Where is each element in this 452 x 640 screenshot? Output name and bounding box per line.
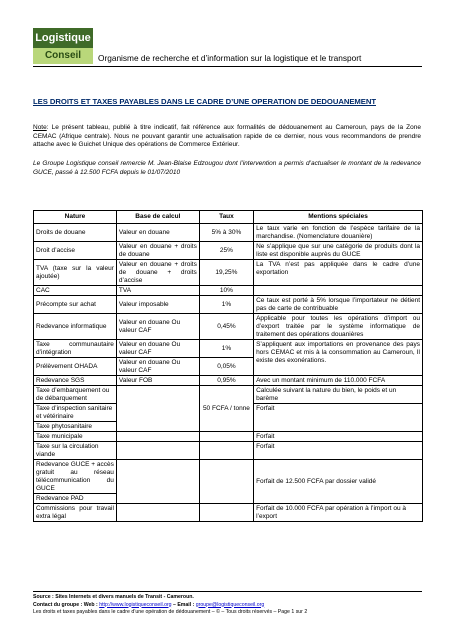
cell-nature: Droits de douane — [34, 224, 117, 242]
table-row — [34, 386, 423, 404]
cell-base — [116, 432, 199, 442]
table-row — [34, 314, 423, 340]
cell-base: Valeur en douane Ou valeur CAF — [116, 340, 199, 358]
cell-taux: 0,05% — [199, 358, 253, 376]
cell-taux — [199, 442, 253, 460]
cell-taux: 19,25% — [199, 260, 253, 286]
footer-contact — [33, 602, 307, 610]
cell-taux — [199, 460, 253, 504]
col-nature: Nature — [34, 211, 117, 224]
acknowledgement: Le Groupe Logistique conseil remercie M. Jean-Blaise Edzougou dont l’intervention a permis d’actualiser le montant de la redevance GUCE, passé à 12.500 FCFA depuis le 01/07/2010 — [33, 160, 421, 176]
cell-nature: Taxe phytosanitaire — [34, 422, 117, 432]
cell-taux — [199, 432, 253, 442]
cell-nature: Redevance PAD — [34, 494, 117, 504]
cell-nature: CAC — [34, 286, 117, 296]
cell-mentions: Calculée suivant la nature du bien, le poids et un barème — [254, 386, 423, 404]
footer-email-label: – Email : — [171, 601, 196, 608]
col-base: Base de calcul — [116, 211, 199, 224]
cell-base: Valeur en douane — [116, 224, 199, 242]
cell-nature: Commissions pour travail extra légal — [34, 504, 117, 522]
tagline: Organisme de recherche et d’information sur la logistique et le transport — [98, 53, 362, 63]
cell-base — [116, 386, 199, 432]
table-header-row — [34, 211, 423, 224]
table-row — [34, 442, 423, 460]
table-row — [34, 460, 423, 494]
cell-nature: Prélèvement OHADA — [34, 358, 117, 376]
cell-nature: Taxe sur la circulation viande — [34, 442, 117, 460]
cell-base: Valeur en douane + droits de douane — [116, 242, 199, 260]
cell-taux: 5% à 30% — [199, 224, 253, 242]
cell-mentions: Forfait — [254, 404, 423, 432]
cell-mentions — [254, 286, 423, 296]
website-link[interactable]: http://www.logistiqueconseil.org — [99, 601, 172, 608]
cell-nature: Redevance SGS — [34, 376, 117, 386]
note-text: : Le présent tableau, publié à titre indicatif, fait référence aux formalités de dédouanement au Cameroun, pays de la Zone CEMAC (Afrique centrale). Nous ne pouvant garantir une actualisation rapide de ce dernier, nous vous recommandons de prendre attache avec le Guichet Unique des opérations de Commerce Extérieur. — [33, 124, 421, 149]
cell-nature: Redevance GUCE + accès gratuit au réseau télécommunication du GUCE — [34, 460, 117, 494]
logo-line1: Logistique — [33, 28, 93, 48]
table-row — [34, 504, 423, 522]
cell-base — [116, 504, 199, 522]
cell-mentions: Forfait de 12.500 FCFA par dossier validé — [254, 460, 423, 504]
cell-mentions: La TVA n’est pas appliquée dans le cadre d’une exportation — [254, 260, 423, 286]
cell-mentions: Applicable pour toutes les opérations d’import ou d’export traitée par le système informatique de traitement des opérations douanières — [254, 314, 423, 340]
cell-base: TVA — [116, 286, 199, 296]
cell-nature: TVA (taxe sur la valeur ajoutée) — [34, 260, 117, 286]
cell-taux: 0,45% — [199, 314, 253, 340]
footer-divider — [33, 591, 422, 592]
cell-base: Valeur en douane Ou valeur CAF — [116, 314, 199, 340]
footer — [33, 594, 307, 617]
cell-nature: Précompte sur achat — [34, 296, 117, 314]
cell-base: Valeur imposable — [116, 296, 199, 314]
document-title: LES DROITS ET TAXES PAYABLES DANS LE CADRE D’UNE OPERATION DE DEDOUANEMENT — [33, 97, 376, 106]
footer-copyright: Les droits et taxes payables dans le cadre d’une opération de dédouanement – © – Tous droits réservés – Page 1 sur 2 — [33, 609, 308, 615]
note-paragraph — [33, 124, 421, 150]
cell-base — [116, 442, 199, 460]
cell-nature: Droit d’accise — [34, 242, 117, 260]
cell-mentions: Avec un montant minimum de 110.000 FCFA — [254, 376, 423, 386]
footer-contact-label: Contact du groupe : Web : — [33, 601, 100, 608]
table-row — [34, 432, 423, 442]
cell-mentions: Le taux varie en fonction de l’espèce tarifaire de la marchandise. (Nomenclature douanière) — [254, 224, 423, 242]
cell-mentions: Ne s’applique que sur une catégorie de produits dont la liste est disponible auprès du GUCE — [254, 242, 423, 260]
footer-source: Source : Sites Internets et divers manuels de Transit - Cameroun. — [33, 594, 194, 600]
table-row — [34, 224, 423, 242]
table-row — [34, 296, 423, 314]
cell-mentions: Forfait — [254, 442, 423, 460]
cell-taux: 10% — [199, 286, 253, 296]
cell-nature: Taxe d’inspection sanitaire et vétérinaire — [34, 404, 117, 422]
note-label: Note — [33, 124, 47, 131]
col-taux: Taux — [199, 211, 253, 224]
cell-nature: Taxe communautaire d’intégration — [34, 340, 117, 358]
cell-base: Valeur en douane + droits de douane + droits d’accise — [116, 260, 199, 286]
cell-taux: 50 FCFA / tonne — [199, 386, 253, 432]
table-row — [34, 242, 423, 260]
table-row — [34, 340, 423, 358]
cell-taux: 25% — [199, 242, 253, 260]
cell-taux — [199, 504, 253, 522]
cell-base: Valeur FOB — [116, 376, 199, 386]
cell-taux: 1% — [199, 340, 253, 358]
col-mentions: Mentions spéciales — [254, 211, 423, 224]
header-divider — [33, 66, 422, 67]
cell-nature: Redevance informatique — [34, 314, 117, 340]
cell-base — [116, 460, 199, 504]
table-row — [34, 286, 423, 296]
logo — [33, 28, 93, 64]
cell-nature: Taxe municipale — [34, 432, 117, 442]
cell-taux: 1% — [199, 296, 253, 314]
cell-base: Valeur en douane Ou valeur CAF — [116, 358, 199, 376]
table-row — [34, 260, 423, 286]
taxes-table — [33, 210, 423, 522]
logo-line2: Conseil — [33, 48, 93, 64]
email-link[interactable]: groupe@logistiqueconseil.org — [195, 601, 265, 608]
cell-mentions: S’appliquent aux importations en provenance des pays hors CEMAC et mis à la consommation au Cameroun, Il existe des exonérations. — [254, 340, 423, 376]
cell-nature: Taxe d’embarquement ou de débarquement — [34, 386, 117, 404]
cell-mentions: Ce taux est porté à 5% lorsque l’importateur ne détient pas de carte de contribuable — [254, 296, 423, 314]
cell-mentions: Forfait de 10.000 FCFA par opération à l’import ou à l’export — [254, 504, 423, 522]
table-row — [34, 376, 423, 386]
cell-taux: 0,95% — [199, 376, 253, 386]
cell-mentions: Forfait — [254, 432, 423, 442]
